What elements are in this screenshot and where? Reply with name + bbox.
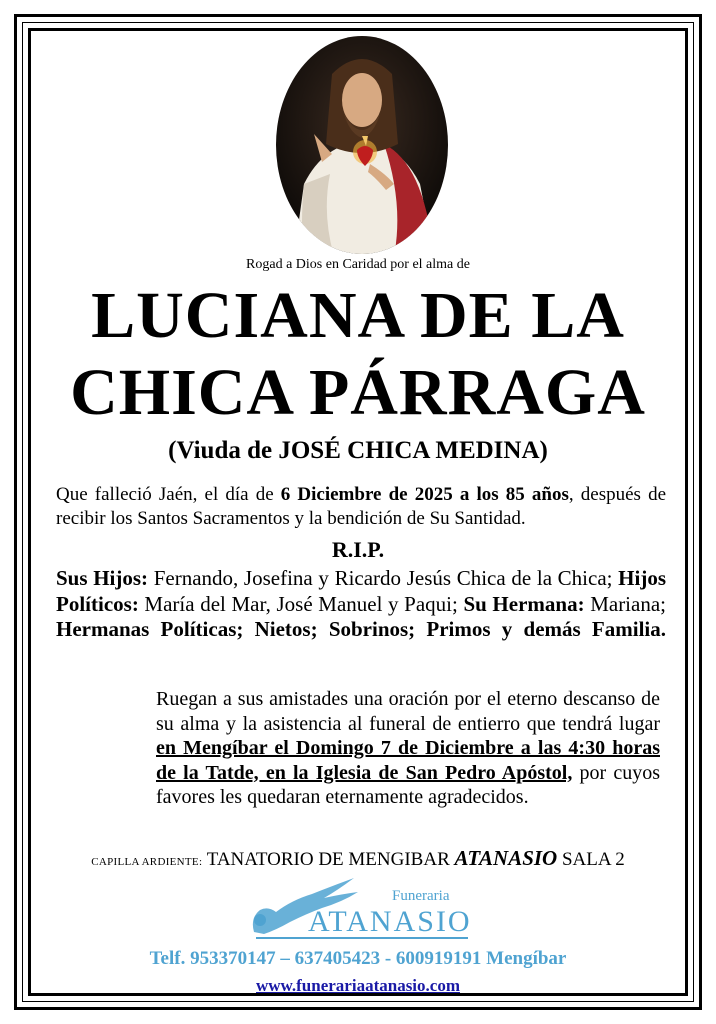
logo-small-text: Funeraria xyxy=(392,888,450,904)
sister-name: Mariana; xyxy=(584,591,666,616)
family-list xyxy=(56,566,666,643)
prayer-line: Rogad a Dios en Caridad por el alma de xyxy=(246,257,470,272)
widow-of: (Viuda de JOSÉ CHICA MEDINA) xyxy=(168,437,548,464)
logo-big-text: ATANASIO xyxy=(308,905,472,938)
sons-label: Sus Hijos: xyxy=(56,566,149,590)
death-notice-suffix: , después de recibir los Santos Sacramentos y la bendición de Su Santidad. xyxy=(56,484,667,529)
sacred-heart-portrait xyxy=(274,34,450,256)
other-family: Hermanas Políticas; Nietos; Sobrinos; Primos y demás Familia. xyxy=(56,617,666,641)
deceased-name-line2: CHICA PÁRRAGA xyxy=(70,356,646,429)
rip-heading: R.I.P. xyxy=(331,537,385,562)
deceased-name-line1: LUCIANA DE LA xyxy=(91,279,625,352)
death-notice xyxy=(56,483,666,531)
phone-numbers: Telf. 953370147 – 637405423 - 600919191 Mengíbar xyxy=(149,948,567,969)
funeral-notice xyxy=(156,687,660,810)
chapel-room: SALA 2 xyxy=(557,849,625,870)
death-notice-prefix: Que falleció Jaén, el día de xyxy=(56,484,281,505)
chapel-label: CAPILLA ARDIENTE: xyxy=(91,856,203,868)
death-date-age: 6 Diciembre de 2025 a los 85 años xyxy=(280,484,569,505)
inlaws-names: María del Mar, José Manuel y Paqui; xyxy=(138,591,464,616)
sister-label: Su Hermana: xyxy=(463,591,585,616)
funeral-outro: por cuyos favores les quedaran eternamente agradecidos. xyxy=(156,761,660,808)
inlaws-label: Hijos Políticos: xyxy=(56,566,667,616)
sons-names: Fernando, Josefina y Ricardo Jesús Chica de la Chica; xyxy=(148,566,619,590)
chapel-place: TANATORIO DE MENGIBAR xyxy=(202,849,455,870)
chapel-brand: ATANASIO xyxy=(454,846,558,870)
website-link[interactable]: www.funerariaatanasio.com xyxy=(256,976,460,995)
funeraria-atanasio-logo xyxy=(246,870,476,944)
chapel-line xyxy=(0,846,716,871)
funeral-intro: Ruegan a sus amistades una oración por el eterno descanso de su alma y la asistencia al funeral de entierro que tendrá lugar xyxy=(156,688,660,735)
funeral-details: en Mengíbar el Domingo 7 de Diciembre a las 4:30 horas de la Tatde, en la Iglesia de San Pedro Apóstol, xyxy=(156,737,660,784)
